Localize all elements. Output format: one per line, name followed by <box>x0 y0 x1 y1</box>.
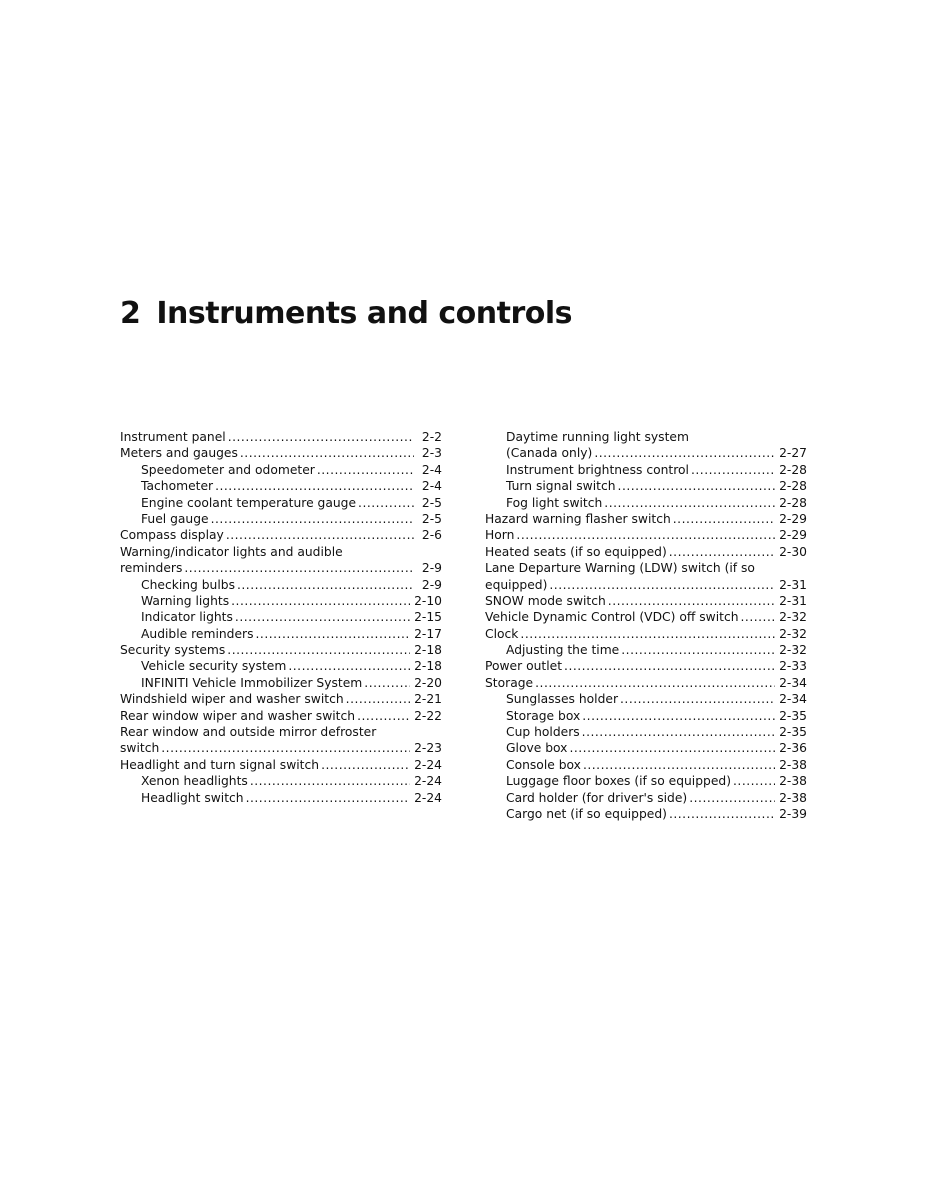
toc-entry-label: Security systems <box>120 643 226 658</box>
toc-entry-label: Engine coolant temperature gauge <box>141 495 357 510</box>
toc-leader-dots <box>669 806 775 822</box>
toc-entry[interactable] <box>120 577 442 593</box>
toc-entry[interactable] <box>120 495 442 511</box>
toc-entry-page: 2-28 <box>779 495 807 510</box>
toc-entry-label: Vehicle Dynamic Control (VDC) off switch <box>485 610 739 625</box>
toc-entry-label: Luggage floor boxes (if so equipped) <box>506 774 731 789</box>
toc-entry-label: Hazard warning flasher switch <box>485 511 671 526</box>
toc-leader-dots <box>594 445 775 461</box>
toc-leader-dots <box>184 560 414 576</box>
toc-entry-page: 2-5 <box>421 495 442 510</box>
toc-leader-dots <box>520 626 775 642</box>
toc-entry-page: 2-30 <box>779 544 807 559</box>
toc-entry[interactable] <box>120 626 442 642</box>
toc-entry-label: Adjusting the time <box>506 643 620 658</box>
toc-entry-page: 2-27 <box>779 446 807 461</box>
toc-entry[interactable] <box>120 511 442 527</box>
toc-entry-label: Daytime running light system <box>506 430 689 444</box>
toc-leader-dots <box>582 708 775 724</box>
toc-entry-label: Heated seats (if so equipped) <box>485 544 667 559</box>
toc-entry-page: 2-10 <box>414 593 442 608</box>
toc-leader-dots <box>621 642 775 658</box>
toc-entry-label: Cargo net (if so equipped) <box>506 806 667 821</box>
toc-entry-label: Vehicle security system <box>141 659 287 674</box>
toc-entry-label: Warning lights <box>141 593 230 608</box>
toc-leader-dots <box>321 757 410 773</box>
chapter-title <box>120 296 572 332</box>
toc-leader-dots <box>673 511 775 527</box>
toc-entry-page: 2-28 <box>779 462 807 477</box>
toc-entry-page: 2-24 <box>414 774 442 789</box>
toc-entry[interactable] <box>485 593 807 609</box>
toc-entry-label: Glove box <box>506 741 568 756</box>
toc-entry[interactable] <box>485 544 807 560</box>
toc-entry[interactable] <box>120 790 442 806</box>
toc-entry-page: 2-29 <box>779 528 807 543</box>
toc-entry-page: 2-18 <box>414 659 442 674</box>
toc-entry-page: 2-2 <box>421 430 442 444</box>
toc-entry[interactable] <box>485 740 807 756</box>
toc-entry-label: INFINITI Vehicle Immobilizer System <box>141 675 363 690</box>
toc-entry-label: (Canada only) <box>506 446 593 461</box>
toc-leader-dots <box>669 544 775 560</box>
toc-leader-dots <box>604 495 775 511</box>
toc-entry-page: 2-39 <box>779 806 807 821</box>
toc-entry-page: 2-18 <box>414 643 442 658</box>
toc-entry-page: 2-15 <box>414 610 442 625</box>
toc-leader-dots <box>346 691 410 707</box>
toc-entry[interactable] <box>485 527 807 543</box>
toc-entry-page: 2-4 <box>421 479 442 494</box>
toc-entry[interactable] <box>485 790 807 806</box>
toc-leader-dots <box>231 593 410 609</box>
toc-entry-label: Checking bulbs <box>141 577 235 592</box>
toc-entry-label: Sunglasses holder <box>506 692 619 707</box>
toc-entry-label: Instrument brightness control <box>506 462 689 477</box>
toc-leader-dots <box>733 773 775 789</box>
toc-entry[interactable] <box>485 462 807 478</box>
toc-leader-dots <box>583 757 775 773</box>
toc-entry-page: 2-29 <box>779 511 807 526</box>
toc-entry-label: Audible reminders <box>141 626 254 641</box>
toc-left-column <box>120 429 442 806</box>
toc-entry-label: Rear window wiper and washer switch <box>120 708 356 723</box>
toc-entry[interactable] <box>485 429 807 445</box>
toc-entry-label: Indicator lights <box>141 610 233 625</box>
toc-entry[interactable] <box>120 757 442 773</box>
toc-leader-dots <box>357 708 410 724</box>
toc-entry-page: 2-35 <box>779 725 807 740</box>
toc-leader-dots <box>569 740 775 756</box>
toc-entry[interactable] <box>120 560 442 576</box>
toc-entry-label: Fuel gauge <box>141 511 209 526</box>
toc-entry-page: 2-9 <box>421 561 442 576</box>
toc-entry[interactable] <box>120 478 442 494</box>
toc-entry[interactable] <box>120 724 442 740</box>
toc-leader-dots <box>364 675 410 691</box>
toc-entry-page: 2-24 <box>414 790 442 805</box>
toc-entry[interactable] <box>485 806 807 822</box>
toc-leader-dots <box>235 609 410 625</box>
toc-entry-page: 2-33 <box>779 659 807 674</box>
toc-entry-label: Lane Departure Warning (LDW) switch (if so <box>485 561 755 576</box>
toc-leader-dots <box>228 429 414 445</box>
toc-entry-page: 2-32 <box>779 626 807 641</box>
toc-entry-label: Cup holders <box>506 725 580 740</box>
toc-entry[interactable] <box>120 462 442 478</box>
toc-entry-page: 2-5 <box>421 511 442 526</box>
toc-entry[interactable] <box>485 495 807 511</box>
toc-leader-dots <box>215 478 414 494</box>
toc-entry-label: Fog light switch <box>506 495 603 510</box>
toc-entry-label: Instrument panel <box>120 430 226 444</box>
toc-leader-dots <box>689 790 775 806</box>
toc-leader-dots <box>237 577 414 593</box>
toc-entry[interactable] <box>120 708 442 724</box>
toc-entry-page: 2-3 <box>421 446 442 461</box>
toc-entry[interactable] <box>120 675 442 691</box>
toc-leader-dots <box>582 724 775 740</box>
toc-entry-label: Headlight switch <box>141 790 244 805</box>
toc-leader-dots <box>516 527 775 543</box>
toc-leader-dots <box>620 691 775 707</box>
toc-entry-label: Storage <box>485 675 534 690</box>
toc-entry[interactable] <box>120 527 442 543</box>
toc-entry[interactable] <box>120 429 442 445</box>
toc-entry-label: Speedometer and odometer <box>141 462 315 477</box>
toc-entry-label: Windshield wiper and washer switch <box>120 692 344 707</box>
toc-entry-page: 2-38 <box>779 757 807 772</box>
toc-entry[interactable] <box>485 609 807 625</box>
chapter-number: 2 <box>120 296 141 331</box>
toc-entry[interactable] <box>120 658 442 674</box>
toc-entry[interactable] <box>485 642 807 658</box>
toc-leader-dots <box>535 675 775 691</box>
toc-leader-dots <box>227 642 410 658</box>
toc-leader-dots <box>317 462 414 478</box>
toc-entry-page: 2-22 <box>414 708 442 723</box>
toc-leader-dots <box>161 740 410 756</box>
toc-entry-page: 2-24 <box>414 757 442 772</box>
toc-entry[interactable] <box>485 445 807 461</box>
toc-entry[interactable] <box>485 626 807 642</box>
toc-entry-label: equipped) <box>485 577 548 592</box>
toc-entry-page: 2-34 <box>779 675 807 690</box>
toc-leader-dots <box>240 445 414 461</box>
toc-entry-page: 2-32 <box>779 643 807 658</box>
toc-entry[interactable] <box>120 544 442 560</box>
toc-entry[interactable] <box>120 593 442 609</box>
toc-entry[interactable] <box>485 708 807 724</box>
toc-entry[interactable] <box>485 724 807 740</box>
toc-leader-dots <box>226 527 414 543</box>
toc-leader-dots <box>358 495 414 511</box>
toc-entry-label: Rear window and outside mirror defroster <box>120 725 377 740</box>
toc-entry[interactable] <box>485 658 807 674</box>
toc-entry-page: 2-34 <box>779 692 807 707</box>
toc-leader-dots <box>741 609 776 625</box>
toc-entry-page: 2-9 <box>421 577 442 592</box>
toc-leader-dots <box>691 462 775 478</box>
toc-leader-dots <box>608 593 775 609</box>
toc-entry-page: 2-36 <box>779 741 807 756</box>
toc-entry-page: 2-20 <box>414 675 442 690</box>
toc-leader-dots <box>246 790 411 806</box>
toc-leader-dots <box>618 478 776 494</box>
toc-entry[interactable] <box>120 773 442 789</box>
toc-entry-label: Console box <box>506 757 581 772</box>
toc-entry[interactable] <box>485 560 807 576</box>
toc-entry[interactable] <box>120 445 442 461</box>
toc-entry[interactable] <box>120 740 442 756</box>
toc-entry[interactable] <box>120 609 442 625</box>
toc-entry-page: 2-31 <box>779 577 807 592</box>
toc-entry-label: Clock <box>485 626 519 641</box>
toc-entry-label: reminders <box>120 561 183 576</box>
toc-entry[interactable] <box>120 642 442 658</box>
toc-entry-page: 2-17 <box>414 626 442 641</box>
chapter-title-text: Instruments and controls <box>156 296 573 331</box>
toc-entry[interactable] <box>485 757 807 773</box>
toc-entry-page: 2-31 <box>779 593 807 608</box>
toc-entry-page: 2-38 <box>779 790 807 805</box>
toc-entry-label: Card holder (for driver's side) <box>506 790 688 805</box>
toc-entry-label: Meters and gauges <box>120 446 238 461</box>
toc-entry-label: Turn signal switch <box>506 479 616 494</box>
toc-entry-page: 2-35 <box>779 708 807 723</box>
toc-entry[interactable] <box>485 577 807 593</box>
toc-entry[interactable] <box>120 691 442 707</box>
toc-entry-label: SNOW mode switch <box>485 593 606 608</box>
toc-entry-label: Storage box <box>506 708 581 723</box>
toc-entry-label: Warning/indicator lights and audible <box>120 544 343 559</box>
toc-entry-label: Horn <box>485 528 515 543</box>
toc-entry[interactable] <box>485 675 807 691</box>
toc-leader-dots <box>211 511 414 527</box>
toc-entry-page: 2-38 <box>779 774 807 789</box>
toc-entry-page: 2-4 <box>421 462 442 477</box>
toc-entry-page: 2-28 <box>779 479 807 494</box>
toc-entry-label: Compass display <box>120 528 224 543</box>
toc-entry-page: 2-6 <box>421 528 442 543</box>
toc-right-column <box>485 429 807 822</box>
toc-entry-label: Xenon headlights <box>141 774 248 789</box>
toc-entry[interactable] <box>485 773 807 789</box>
toc-leader-dots <box>250 773 410 789</box>
toc-entry-label: Power outlet <box>485 659 563 674</box>
toc-leader-dots <box>549 577 775 593</box>
toc-entry-page: 2-32 <box>779 610 807 625</box>
toc-leader-dots <box>256 626 411 642</box>
toc-entry-label: Tachometer <box>141 479 214 494</box>
toc-leader-dots <box>288 658 410 674</box>
toc-entry-page: 2-21 <box>414 692 442 707</box>
toc-entry-label: Headlight and turn signal switch <box>120 757 320 772</box>
toc-entry[interactable] <box>485 691 807 707</box>
toc-leader-dots <box>564 658 775 674</box>
toc-entry-page: 2-23 <box>414 741 442 756</box>
toc-entry-label: switch <box>120 741 160 756</box>
toc-entry[interactable] <box>485 511 807 527</box>
toc-entry[interactable] <box>485 478 807 494</box>
